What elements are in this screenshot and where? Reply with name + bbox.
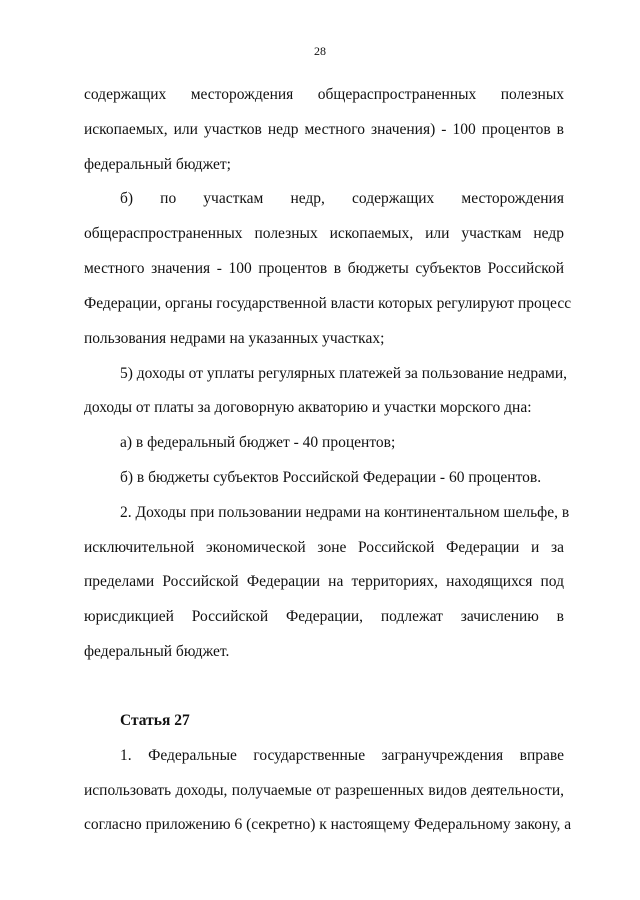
article-heading: Статья 27: [120, 712, 190, 729]
text-line: исключительной экономической зоне Российской Федерации и за: [84, 539, 564, 556]
text-line: 2. Доходы при пользовании недрами на континентальном шельфе, в: [120, 504, 570, 521]
text-line: ископаемых, или участков недр местного значения) - 100 процентов в: [84, 121, 564, 138]
text-line: Федерации, органы государственной власти которых регулируют процесс: [84, 295, 572, 312]
text-line: пределами Российской Федерации на территориях, находящихся под: [84, 573, 564, 590]
text-line: местного значения - 100 процентов в бюджеты субъектов Российской: [84, 260, 564, 277]
text-line: 5) доходы от уплаты регулярных платежей за пользование недрами,: [120, 365, 568, 382]
text-line: федеральный бюджет;: [84, 156, 231, 173]
text-line: содержащих месторождения общераспространенных полезных: [84, 86, 564, 103]
text-line: б) по участкам недр, содержащих месторождения: [120, 190, 564, 207]
text-line: доходы от платы за договорную акваторию и участки морского дна:: [84, 399, 532, 416]
text-line: юрисдикцией Российской Федерации, подлежат зачислению в: [84, 608, 564, 625]
text-line: согласно приложению 6 (секретно) к настоящему Федеральному закону, а: [84, 816, 572, 833]
page-number: 28: [314, 44, 326, 58]
text-line: 1. Федеральные государственные загранучреждения вправе: [120, 747, 564, 764]
text-line: федеральный бюджет.: [84, 643, 230, 660]
text-line: а) в федеральный бюджет - 40 процентов;: [120, 434, 396, 451]
text-line: общераспространенных полезных ископаемых, или участкам недр: [84, 225, 564, 242]
text-line: использовать доходы, получаемые от разрешенных видов деятельности,: [84, 782, 564, 799]
text-line: пользования недрами на указанных участках;: [84, 330, 385, 347]
text-line: б) в бюджеты субъектов Российской Федерации - 60 процентов.: [120, 469, 542, 486]
